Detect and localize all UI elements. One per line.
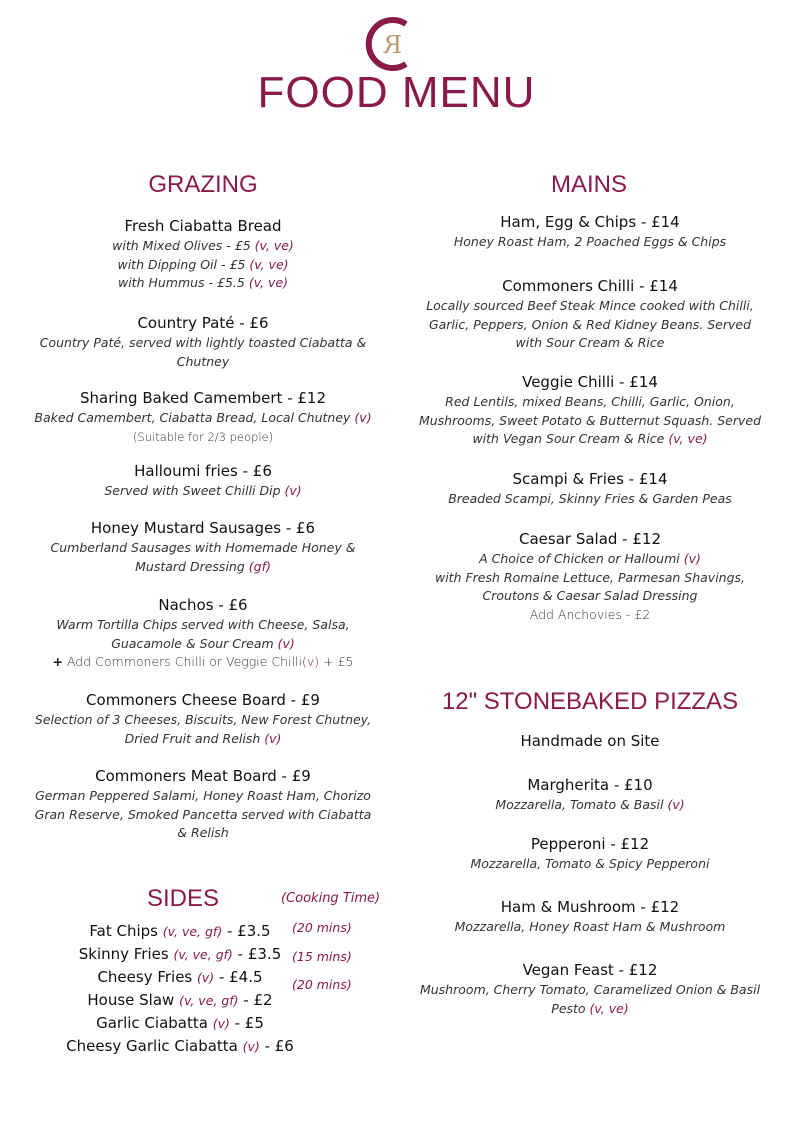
item-name: Country Paté - £6 (137, 314, 269, 332)
restaurant-logo (362, 14, 422, 74)
item-desc: Mozzarella, Honey Roast Ham & Mushroom (454, 919, 726, 934)
item-desc: Mozzarella, Tomato & Basil (v) (495, 797, 685, 812)
sides-list (50, 922, 310, 1060)
menu-item-ciabatta (28, 217, 378, 293)
item-desc: Country Paté, served with lightly toasted Ciabatta & Chutney (39, 335, 367, 369)
item-desc: Selection of 3 Cheeses, Biscuits, New Forest Chutney, Dried Fruit and Relish (v) (34, 712, 372, 746)
page-title: FOOD MENU (257, 68, 536, 117)
menu-item-commoners-chilli (414, 277, 766, 353)
item-addon: + Add Commoners Chilli or Veggie Chilli(v) + £5 (52, 654, 354, 669)
item-desc: Mushroom, Cherry Tomato, Caramelized Onion & Basil Pesto (v, ve) (419, 982, 761, 1016)
item-name: Commoners Meat Board - £9 (95, 767, 311, 785)
item-name: Margherita - £10 (527, 776, 653, 794)
item-name: Sharing Baked Camembert - £12 (80, 389, 326, 407)
menu-item-veggie-chilli (414, 373, 766, 449)
side-item: Cheesy Fries (v) - £4.5 (97, 968, 263, 986)
pizzas-title: 12" STONEBAKED PIZZAS (441, 688, 739, 715)
item-option: with Mixed Olives - £5 (v, ve) (112, 238, 294, 253)
menu-item-ham-mushroom (414, 898, 766, 937)
menu-item-meat-board (28, 767, 378, 843)
item-name: Pepperoni - £12 (530, 835, 650, 853)
menu-item-nachos (28, 596, 378, 672)
menu-item-vegan-feast (414, 961, 766, 1018)
side-item: House Slaw (v, ve, gf) - £2 (87, 991, 273, 1009)
menu-item-scampi (414, 470, 766, 509)
pizzas-subtitle: Handmade on Site (520, 732, 660, 750)
item-name: Commoners Chilli - £14 (502, 277, 678, 295)
item-option: with Dipping Oil - £5 (v, ve) (117, 256, 289, 272)
item-desc: Locally sourced Beef Steak Mince cooked with Chilli, Garlic, Peppers, Onion & Red Kidney Beans. Served with Sour Cream & Rice (426, 298, 754, 350)
cooking-time: (20 mins) (292, 920, 352, 935)
item-desc: Cumberland Sausages with Homemade Honey & Mustard Dressing (gf) (50, 540, 356, 574)
menu-item-pepperoni (414, 835, 766, 874)
menu-item-cheese-board (28, 691, 378, 748)
grazing-title: GRAZING (148, 171, 258, 198)
item-desc: German Peppered Salami, Honey Roast Ham, Chorizo Gran Reserve, Smoked Pancetta served with Ciabatta & Relish (34, 788, 372, 840)
cooking-times (292, 920, 352, 1006)
logo-letter: R (383, 31, 403, 59)
cooking-time: (15 mins) (292, 948, 352, 964)
item-option: with Hummus - £5.5 (v, ve) (117, 275, 289, 290)
item-name: Fresh Ciabatta Bread (124, 217, 282, 235)
menu-item-caesar-salad (414, 530, 766, 624)
side-item: Cheesy Garlic Ciabatta (v) - £6 (66, 1037, 294, 1055)
item-desc: Red Lentils, mixed Beans, Chilli, Garlic, Onion, Mushrooms, Sweet Potato & Butternut Squash. Served with Vegan Sour Cream & Rice (v, ve) (418, 394, 762, 446)
side-item: Skinny Fries (v, ve, gf) - £3.5 (78, 945, 282, 963)
item-name: Scampi & Fries - £14 (512, 470, 668, 488)
cooking-time: (20 mins) (292, 977, 352, 992)
item-name: Ham, Egg & Chips - £14 (500, 213, 680, 231)
item-desc: Breaded Scampi, Skinny Fries & Garden Peas (448, 491, 732, 506)
menu-item-pate (28, 314, 378, 371)
side-item: Garlic Ciabatta (v) - £5 (96, 1014, 264, 1032)
menu-item-camembert (28, 389, 378, 446)
menu-item-sausages (28, 519, 378, 576)
item-name: Veggie Chilli - £14 (522, 373, 658, 391)
item-name: Commoners Cheese Board - £9 (86, 691, 320, 709)
item-name: Vegan Feast - £12 (522, 961, 658, 979)
menu-item-halloumi-fries (28, 462, 378, 501)
item-desc: Mozzarella, Tomato & Spicy Pepperoni (470, 856, 710, 871)
sides-title: SIDES (146, 885, 220, 912)
item-name: Honey Mustard Sausages - £6 (90, 519, 316, 537)
cooking-time-label: (Cooking Time) (281, 891, 381, 906)
item-desc: Baked Camembert, Ciabatta Bread, Local Chutney (v) (34, 410, 372, 425)
item-name: Nachos - £6 (158, 596, 248, 614)
item-desc: A Choice of Chicken or Halloumi (v) (479, 551, 701, 566)
item-desc: Served with Sweet Chilli Dip (v) (104, 483, 302, 498)
item-note: (Suitable for 2/3 people) (132, 429, 274, 444)
side-item: Fat Chips (v, ve, gf) - £3.5 (89, 922, 271, 940)
item-name: Halloumi fries - £6 (134, 462, 272, 480)
item-desc: Honey Roast Ham, 2 Poached Eggs & Chips (453, 234, 727, 249)
item-addon: Add Anchovies - £2 (529, 606, 651, 622)
menu-item-ham-egg-chips (414, 213, 766, 252)
mains-title: MAINS (550, 171, 627, 198)
item-name: Caesar Salad - £12 (518, 530, 661, 548)
item-desc-2: with Fresh Romaine Lettuce, Parmesan Shavings, Croutons & Caesar Salad Dressing (434, 569, 746, 603)
item-name: Ham & Mushroom - £12 (500, 898, 680, 916)
menu-item-margherita (414, 776, 766, 815)
item-desc: Warm Tortilla Chips served with Cheese, Salsa, Guacamole & Sour Cream (v) (56, 617, 350, 651)
